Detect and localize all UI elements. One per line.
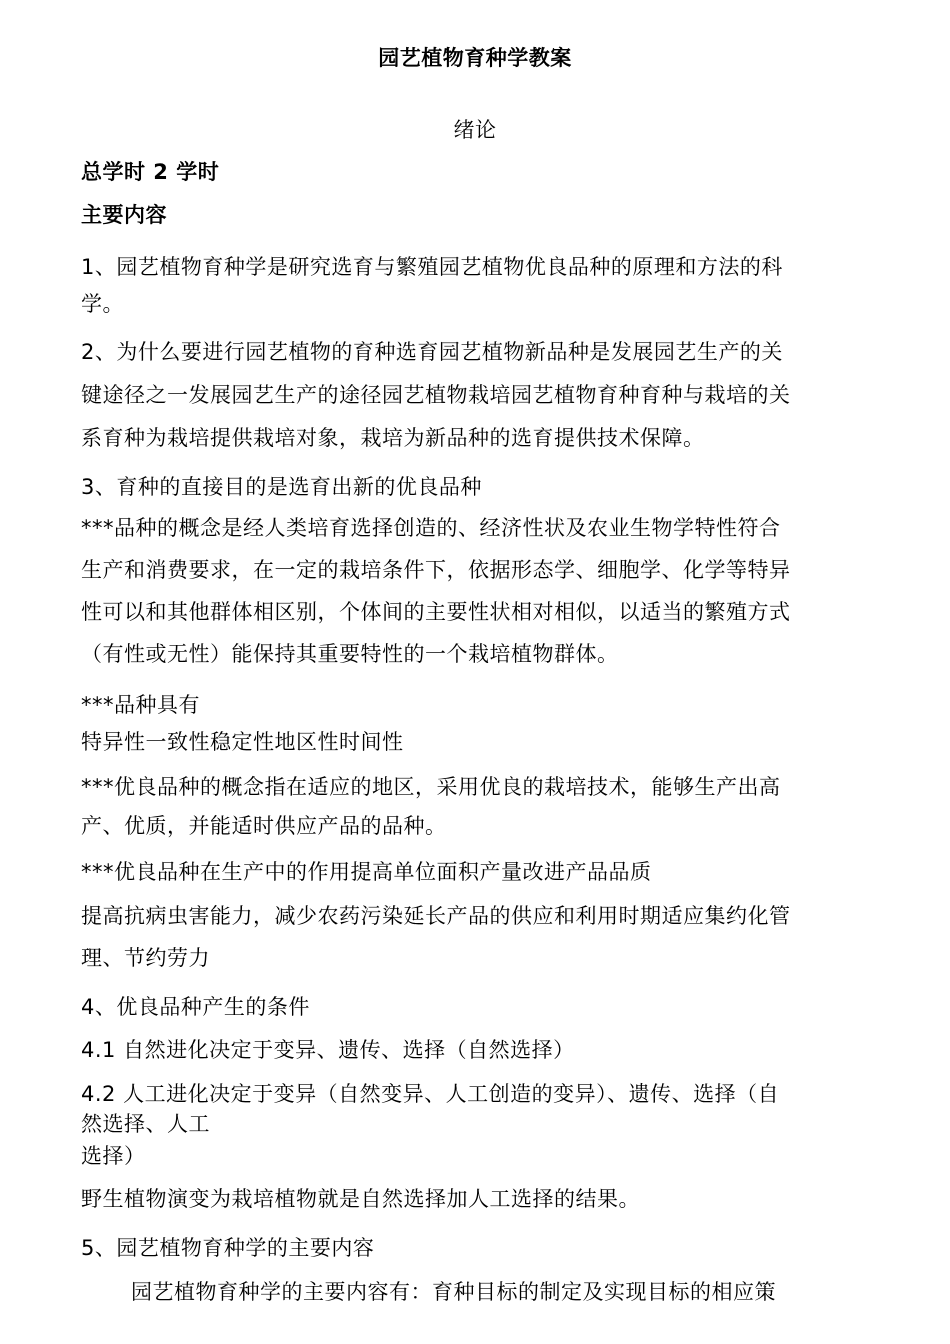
paragraph-line: 4、优良品种产生的条件 <box>81 995 310 1019</box>
paragraph-line: 4.2 人工进化决定于变异（自然变异、人工创造的变异）、遗传、选择（自 <box>81 1082 780 1106</box>
paragraph-line: 3、育种的直接目的是选育出新的优良品种 <box>81 475 482 499</box>
paragraph-line: 选择） <box>81 1144 146 1168</box>
paragraph-line: 生产和消费要求，在一定的栽培条件下，依据形态学、细胞学、化学等特异 <box>81 558 791 582</box>
paragraph-line: 性可以和其他群体相区别，个体间的主要性状相对相似，以适当的繁殖方式 <box>81 600 791 624</box>
paragraph-line: ***品种的概念是经人类培育选择创造的、经济性状及农业生物学特性符合 <box>81 516 781 540</box>
paragraph-line: ***品种具有 <box>81 693 200 717</box>
paragraph-line: 键途径之一发展园艺生产的途径园艺植物栽培园艺植物育种育种与栽培的关 <box>81 383 791 407</box>
main-content-heading: 主要内容 <box>81 203 167 227</box>
paragraph-line: 4.1 自然进化决定于变异、遗传、选择（自然选择） <box>81 1038 575 1062</box>
paragraph-line: 1、园艺植物育种学是研究选育与繁殖园艺植物优良品种的原理和方法的科 <box>81 255 783 279</box>
paragraph-line: （有性或无性）能保持其重要特性的一个栽培植物群体。 <box>81 642 619 666</box>
paragraph-line: 提高抗病虫害能力，减少农药污染延长产品的供应和利用时期适应集约化管 <box>81 904 791 928</box>
paragraph-line: 理、节约劳力 <box>81 946 210 970</box>
paragraph-line: 学。 <box>81 292 124 316</box>
paragraph-line: 然选择、人工 <box>81 1112 210 1136</box>
paragraph-line: 园艺植物育种学的主要内容有：育种目标的制定及实现目标的相应策 <box>131 1280 776 1304</box>
paragraph-line: 系育种为栽培提供栽培对象，栽培为新品种的选育提供技术保障。 <box>81 426 705 450</box>
chapter-heading: 绪论 <box>453 118 497 142</box>
paragraph-line: 2、为什么要进行园艺植物的育种选育园艺植物新品种是发展园艺生产的关 <box>81 340 783 364</box>
paragraph-line: 5、园艺植物育种学的主要内容 <box>81 1236 375 1260</box>
total-hours: 总学时 2 学时 <box>81 160 220 184</box>
paragraph-line: 特异性一致性稳定性地区性时间性 <box>81 730 404 754</box>
paragraph-line: ***优良品种的概念指在适应的地区，采用优良的栽培技术，能够生产出高 <box>81 775 781 799</box>
paragraph-line: 产、优质，并能适时供应产品的品种。 <box>81 814 447 838</box>
document-title: 园艺植物育种学教案 <box>378 46 572 70</box>
paragraph-line: ***优良品种在生产中的作用提高单位面积产量改进产品品质 <box>81 860 652 884</box>
paragraph-line: 野生植物演变为栽培植物就是自然选择加人工选择的结果。 <box>81 1187 640 1211</box>
